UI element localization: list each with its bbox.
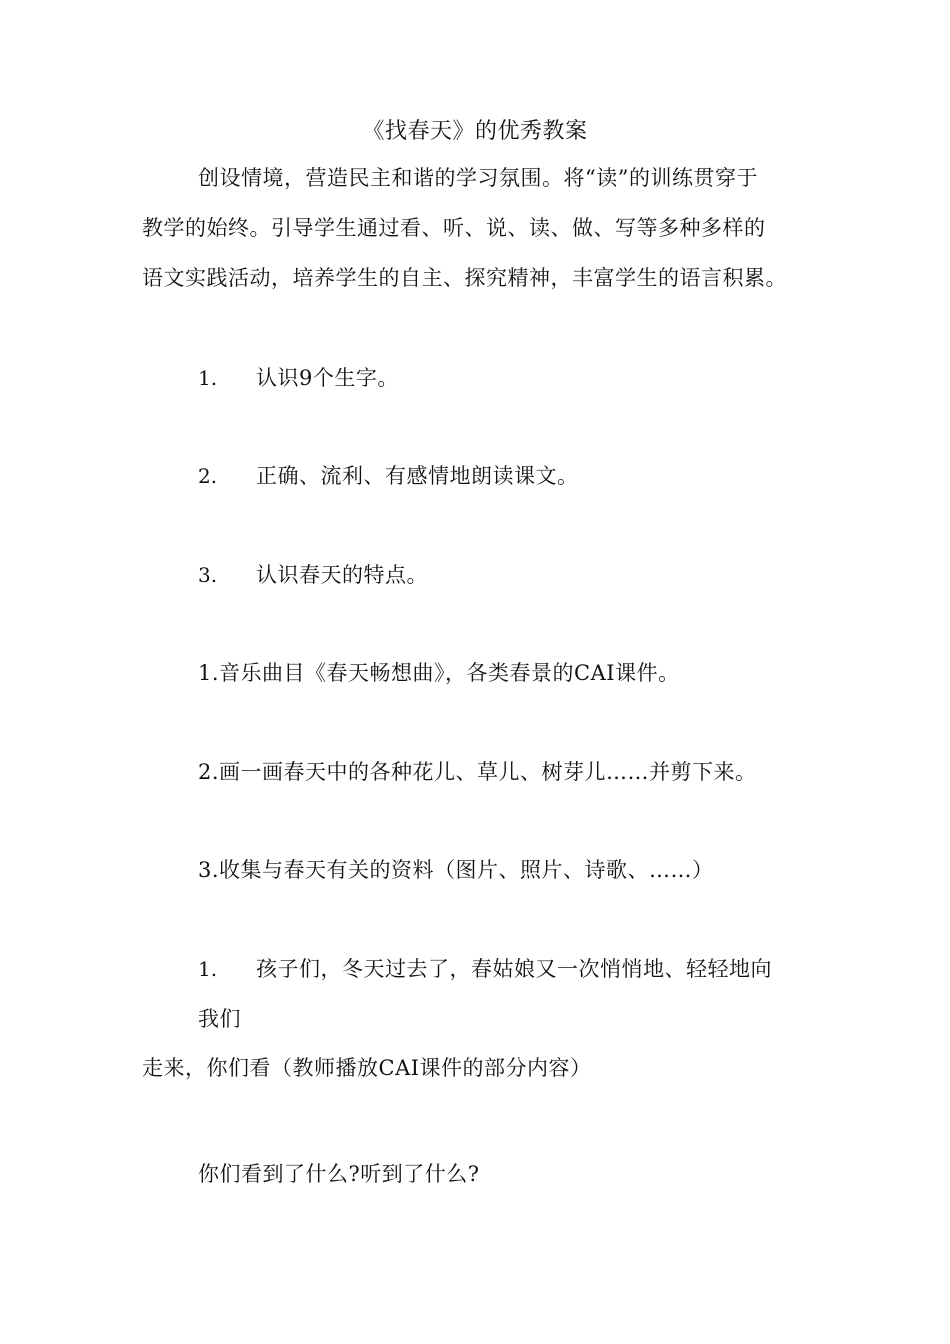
goal-number: 3. [198, 563, 218, 587]
question-line: 你们看到了什么?听到了什么? [198, 1162, 480, 1186]
goal-text: 认识9个生字。 [256, 366, 399, 390]
preparation-item-3: 3.收集与春天有关的资料（图片、照片、诗歌、……） [198, 858, 714, 882]
goal-text: 认识春天的特点。 [256, 563, 428, 587]
intro-line-2: 教学的始终。引导学生通过看、听、说、读、做、写等多种多样的 [142, 216, 766, 240]
preparation-item-1: 1.音乐曲目《春天畅想曲》，各类春景的CAI课件。 [198, 661, 680, 685]
goal-number: 2. [198, 464, 218, 488]
step-text: 孩子们，冬天过去了，春姑娘又一次悄悄地、轻轻地向 [256, 957, 772, 981]
goal-number: 1. [198, 366, 218, 390]
step-continuation: 我们 [198, 1007, 241, 1031]
intro-line-1: 创设情境，营造民主和谐的学习氛围。将“读”的训练贯穿于 [198, 166, 758, 190]
goal-text: 正确、流利、有感情地朗读课文。 [256, 464, 579, 488]
step-line-2: 走来，你们看（教师播放CAI课件的部分内容） [142, 1056, 592, 1080]
intro-line-3: 语文实践活动，培养学生的自主、探究精神，丰富学生的语言积累。 [142, 266, 787, 290]
document-title: 《找春天》的优秀教案 [362, 119, 588, 144]
step-number: 1. [198, 957, 218, 981]
preparation-item-2: 2.画一画春天中的各种花儿、草儿、树芽儿……并剪下来。 [198, 760, 757, 784]
